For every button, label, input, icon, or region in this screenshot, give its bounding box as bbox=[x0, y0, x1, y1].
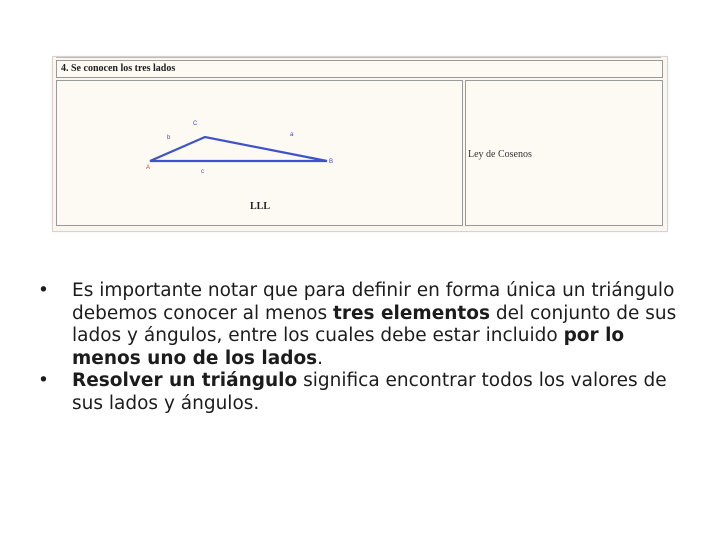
law-label: Ley de Cosenos bbox=[468, 149, 532, 160]
figure-title-cell bbox=[56, 60, 663, 78]
side-a-label: a bbox=[290, 132, 294, 138]
vertex-b-label: B bbox=[329, 159, 334, 165]
bullet-marker: • bbox=[38, 370, 49, 391]
bullet-text bbox=[72, 280, 698, 370]
bullet-1-bold-lados: por lo menos uno de los lados bbox=[72, 325, 625, 369]
table-top-border bbox=[56, 57, 661, 58]
law-cell bbox=[465, 80, 663, 226]
bullet-2-part-2: significa encontrar todos los valores de sus lados y ángulos. bbox=[72, 370, 667, 414]
vertex-c-label: C bbox=[193, 121, 198, 127]
bullet-1-period: . bbox=[317, 347, 324, 369]
side-b-label: b bbox=[167, 135, 171, 141]
triangle-shape bbox=[150, 137, 327, 161]
bullet-marker: • bbox=[38, 280, 49, 301]
bullet-2-bold-resolver: Resolver un triángulo bbox=[72, 370, 298, 391]
bullet-1-bold-tres-elementos: tres elementos bbox=[333, 302, 490, 324]
bullet-text bbox=[72, 370, 698, 415]
bullet-list bbox=[38, 280, 698, 415]
bullet-item-1 bbox=[38, 280, 698, 370]
side-c-label: c bbox=[201, 169, 204, 175]
bullet-item-2 bbox=[38, 370, 698, 415]
figure-title: 4. Se conocen los tres lados bbox=[61, 63, 176, 74]
triangle-figure-table bbox=[52, 56, 668, 232]
vertex-a-label: A bbox=[146, 165, 151, 171]
figure-caption: LLL bbox=[250, 201, 271, 212]
bullet-1-part-3: del conjunto de sus lados y ángulos, entre los cuales debe estar incluido bbox=[72, 302, 677, 346]
triangle-cell bbox=[56, 80, 463, 226]
bullet-1-part-1: Es importante notar que para definir en forma única un triángulo debemos conocer al menos bbox=[72, 280, 675, 324]
